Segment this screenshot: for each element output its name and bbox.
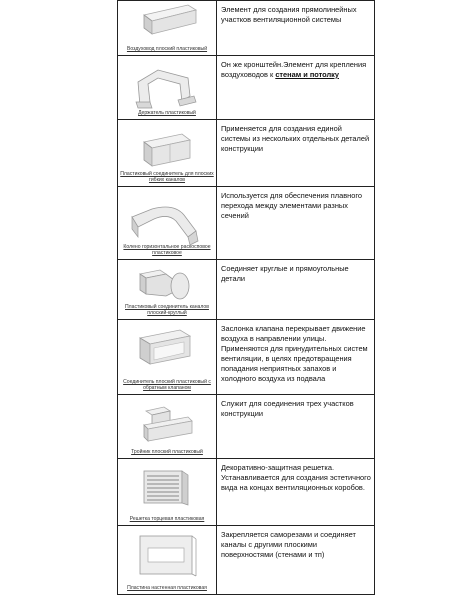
description-cell	[217, 395, 375, 459]
image-cell	[118, 187, 217, 260]
image-cell	[118, 56, 217, 120]
description-cell	[217, 56, 375, 120]
item-description: Закрепляется саморезами и соединяет каналы с другими плоскими поверхностями (стенами и тп)	[221, 530, 356, 559]
description-cell	[217, 459, 375, 526]
item-caption: Воздуховод плоский пластиковый	[126, 45, 208, 52]
description-cell	[217, 320, 375, 395]
item-description	[217, 56, 374, 80]
item-caption: Соединитель плоский пластиковый с обратным клапаном	[123, 378, 211, 391]
table-row	[118, 56, 375, 120]
parts-table	[117, 0, 375, 595]
description-cell	[217, 120, 375, 187]
table-row	[118, 526, 375, 595]
walls-ceiling-link[interactable]: стенам и потолку	[275, 70, 339, 79]
table-row	[118, 320, 375, 395]
description-cell	[217, 1, 375, 56]
image-cell	[118, 1, 217, 56]
item-description: Соединяет круглые и прямоугольные детали	[221, 264, 349, 283]
item-description: Применяется для создания единой системы из нескольких отдельных деталей конструкции	[221, 124, 370, 153]
image-cell	[118, 320, 217, 395]
image-cell	[118, 459, 217, 526]
item-caption: Держатель пластиковый	[138, 109, 196, 116]
item-caption: Тройник плоский пластиковый	[131, 448, 203, 455]
image-cell	[118, 120, 217, 187]
item-caption: Пластина настенная пластиковая	[127, 584, 207, 591]
table-row	[118, 187, 375, 260]
description-text: Он же кронштейн.Элемент для крепления воздуховодов к	[221, 60, 367, 79]
item-description: Элемент для создания прямолинейных участков вентиляционной системы	[221, 5, 357, 24]
item-caption: Колено горизонтальное раскосповое пластиковое	[123, 243, 211, 256]
table-row	[118, 459, 375, 526]
table-row	[118, 395, 375, 459]
table-row	[118, 120, 375, 187]
image-cell	[118, 526, 217, 595]
item-caption: Решетка торцевая пластиковая	[129, 515, 205, 522]
description-cell	[217, 187, 375, 260]
image-cell	[118, 260, 217, 320]
description-cell	[217, 260, 375, 320]
item-description: Заслонка клапана перекрывает движение воздуха в направлении улицы. Применяются для принудительных систем вентиляции, в целях предотвращения попадания неприятных запахов и холодного воздуха из подвала	[221, 324, 368, 383]
item-description: Используется для обеспечения плавного перехода между элементами разных сечений	[221, 191, 362, 220]
table-row	[118, 260, 375, 320]
item-description: Служит для соединения трех участков конструкции	[221, 399, 354, 418]
item-caption: Пластиковый соединитель для плоских гибких каналов	[120, 170, 214, 183]
image-cell	[118, 395, 217, 459]
item-description: Декоративно-защитная решетка. Устанавливается для создания эстетичного вида на концах вентиляционных коробов.	[221, 463, 371, 492]
item-caption: Пластиковый соединитель каналов плоский-круглый	[125, 303, 209, 316]
table-row	[118, 1, 375, 56]
description-cell	[217, 526, 375, 595]
